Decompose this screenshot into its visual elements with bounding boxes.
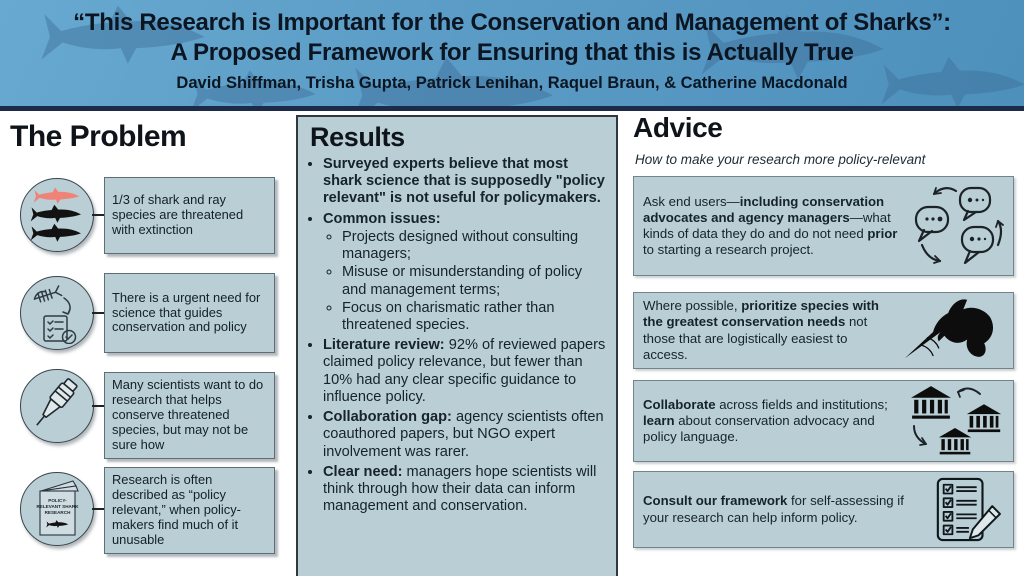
- text-segment: for self-assessing if your research can help inform policy.: [643, 493, 904, 525]
- problem-item-extinction: [104, 177, 275, 254]
- poster-title-line2: A Proposed Framework for Ensuring that this is Actually True: [170, 39, 854, 66]
- results-bullet-list: [306, 156, 607, 515]
- results-bullet: [323, 156, 607, 208]
- results-heading: Results: [310, 122, 405, 152]
- problem-item-text: Research is often described as “policy relevant,” when policy-makers find much of it unusable: [112, 472, 241, 547]
- advice-subtitle: How to make your research more policy-relevant: [635, 152, 926, 167]
- results-section: [296, 115, 618, 576]
- text-segment: across fields and institutions;: [715, 396, 888, 412]
- advice-card-ask-end-users: [633, 176, 1014, 276]
- text-segment: Common issues:: [323, 210, 441, 227]
- policy-booklet-icon: [20, 472, 94, 546]
- text-segment: Clear need:: [323, 463, 403, 480]
- poster-title-line1: “This Research is Important for the Conservation and Management of Sharks”:: [73, 9, 951, 36]
- text-segment: learn: [643, 412, 675, 428]
- results-bullet: [323, 409, 607, 461]
- advice-card-text: [643, 493, 922, 525]
- text-segment: managers hope scientists will think through how their data can inform management and conservation.: [323, 463, 597, 515]
- text-segment: Ask end users—: [643, 193, 740, 209]
- institutions-icon: [904, 384, 1004, 458]
- text-segment: prior: [867, 226, 898, 241]
- advice-card-text: [643, 397, 898, 445]
- text-segment: about conservation advocacy and policy language.: [643, 412, 875, 445]
- checklist-pencil-icon: [928, 477, 1004, 543]
- results-sub-bullet: ◦ Misuse or misunderstanding of policy and management terms;: [342, 264, 607, 298]
- problem-item-not-sure-how: [104, 372, 275, 459]
- problem-item-urgent-need: [104, 273, 275, 353]
- problem-item-unusable: [104, 467, 275, 554]
- booklet-label-line1: POLICY-: [48, 498, 67, 503]
- results-sub-bullet: ◦ Projects designed without consulting managers;: [342, 229, 607, 263]
- results-sub-list: [323, 229, 607, 334]
- problem-item-text: There is a urgent need for science that guides conservation and policy: [112, 289, 261, 335]
- problem-heading: The Problem: [10, 120, 187, 153]
- text-segment: Collaborate: [643, 396, 716, 412]
- advice-card-text: [643, 298, 894, 362]
- advice-card-consult-framework: [633, 471, 1014, 548]
- text-segment: not those that are logistically easiest to access.: [643, 314, 868, 362]
- text-segment: Collaboration gap:: [323, 409, 452, 426]
- sawfish-icon: [900, 296, 1004, 366]
- pipette-icon: [20, 369, 94, 443]
- text-segment: Literature review:: [323, 337, 445, 354]
- advice-heading: Advice: [633, 112, 723, 143]
- advice-card-collaborate: [633, 380, 1014, 462]
- results-bullet: [323, 211, 607, 335]
- fish-skeleton-checklist-icon: [20, 276, 94, 350]
- three-sharks-icon: [20, 178, 94, 252]
- poster-header: [0, 0, 1024, 111]
- poster-authors: David Shiffman, Trisha Gupta, Patrick Lenihan, Raquel Braun, & Catherine Macdonald: [176, 74, 848, 92]
- text-segment: including conservation advocates and agency managers: [643, 193, 885, 225]
- advice-card-prioritize-species: [633, 292, 1014, 369]
- results-bullet: [323, 337, 607, 406]
- booklet-label-line3: RESEARCH: [44, 510, 71, 515]
- text-segment: agency scientists often coauthored papers, but NGO expert involvement was rarer.: [323, 409, 604, 460]
- text-segment: 92% of reviewed papers claimed policy relevance, but fewer than 10% had any clear specific guidance to influence policy.: [323, 337, 606, 405]
- text-segment: to starting a research project.: [643, 242, 814, 258]
- text-segment: Consult our framework: [643, 493, 788, 509]
- problem-item-text: 1/3 of shark and ray species are threatened with extinction: [112, 192, 244, 237]
- booklet-label-line2: RELEVANT SHARK: [36, 504, 79, 509]
- speech-bubbles-icon: [910, 183, 1004, 269]
- text-segment: Surveyed experts believe that most shark science that is supposedly "policy relevant" is not useful for policymakers.: [323, 156, 605, 207]
- text-segment: prioritize species with the greatest conservation needs: [643, 298, 879, 330]
- results-bullet: [323, 464, 607, 516]
- advice-card-text: [643, 194, 904, 258]
- results-sub-bullet: ◦ Focus on charismatic rather than threatened species.: [342, 300, 607, 334]
- text-segment: —what kinds of data they do and do not need: [643, 209, 891, 241]
- problem-item-text: Many scientists want to do research that helps conserve threatened species, but may not be sure how: [112, 377, 264, 452]
- text-segment: Where possible,: [643, 298, 742, 314]
